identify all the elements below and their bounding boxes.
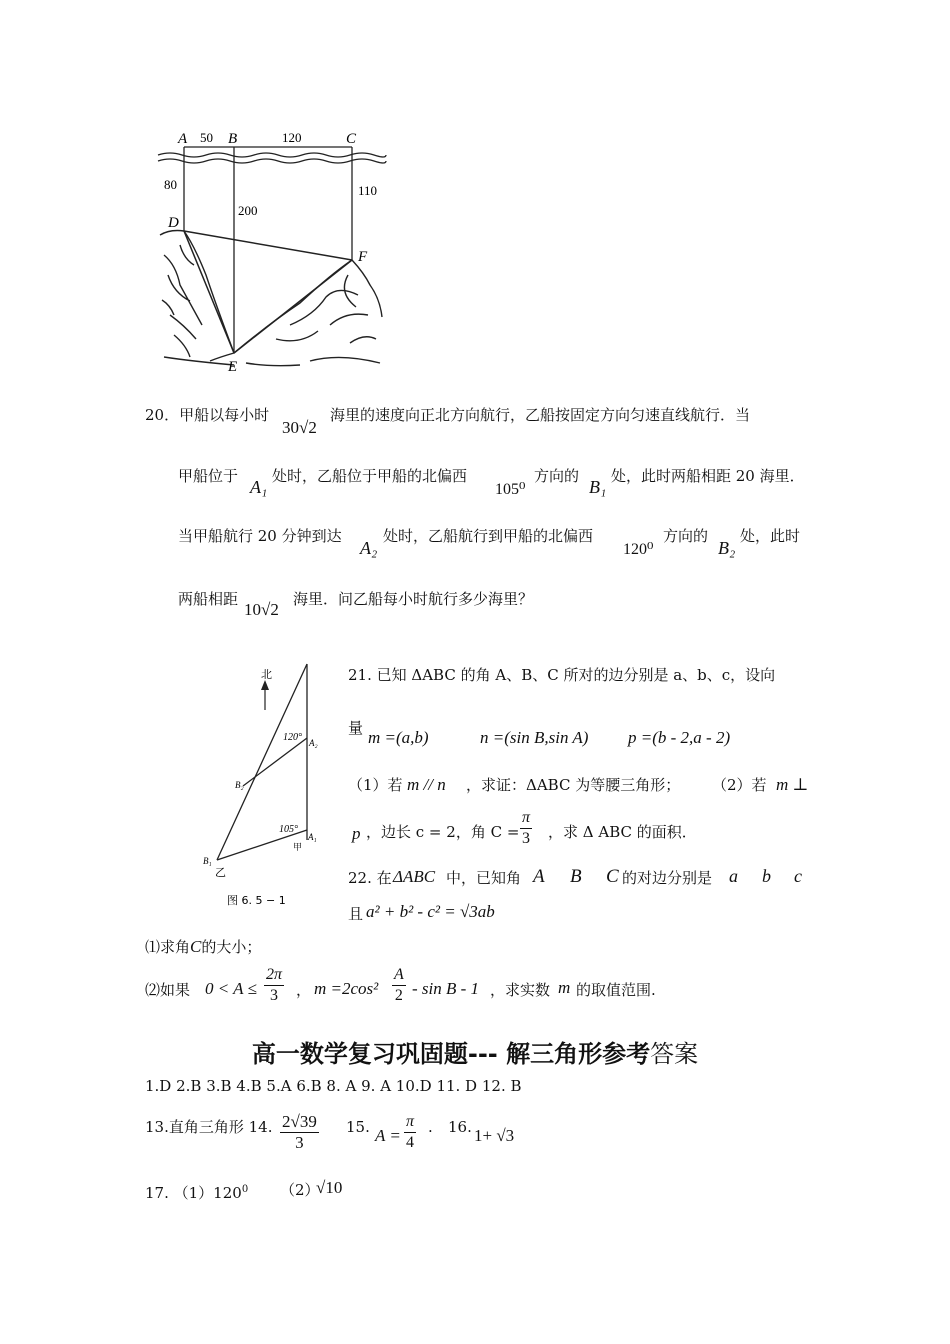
answer-14-den: 3 [295, 1133, 304, 1152]
q21-part2-a: （2）若 [712, 776, 767, 794]
answer-15-label: 15. [346, 1118, 370, 1136]
figure-river-triangle [150, 125, 390, 375]
q22-var-m: m [558, 978, 571, 997]
label-a: A [178, 131, 188, 147]
answer-17-a: 17. （1）120 [145, 1184, 242, 1202]
q21-part1-a: （1）若 [348, 776, 403, 794]
q22-side-c: c [794, 866, 802, 886]
answer-14-fraction [280, 1112, 319, 1153]
label-b2: B₂ [235, 780, 244, 790]
q21-fraction-pi-3 [520, 808, 532, 849]
q22-part1-a: ⑴求角 [145, 938, 191, 956]
q21-vector-m: m =(a,b) [368, 728, 429, 747]
dim-cf: 110 [358, 183, 378, 198]
q22-twopi: 2π [264, 965, 284, 986]
q21-liang: 量 [348, 719, 364, 737]
q20-text-3a: 当甲船航行 20 分钟到达 [178, 527, 342, 545]
q20-text-1b: 海里的速度向正北方向航行，乙船按固定方向匀速直线航行．当 [330, 406, 751, 424]
q20-speed: 30√2 [282, 418, 317, 437]
q22-frac-three: 3 [270, 987, 278, 1004]
label-b1: B₁ [203, 856, 212, 866]
q22-part2-b: ，求实数 [490, 981, 551, 999]
q22-angle-b: B [570, 866, 582, 887]
label-f: F [358, 249, 368, 265]
answers-title [0, 1034, 950, 1069]
q22-triangle: ΔABC [393, 867, 436, 886]
q21-vector-p: p =(b - 2,a - 2) [628, 728, 731, 747]
q21-var-p: p [352, 824, 361, 843]
figure-ships [195, 660, 325, 910]
answers-title-bold: 高一数学复习巩固题--- 解三角形参考 [251, 1040, 651, 1068]
label-c: C [346, 131, 357, 147]
q20-a2: A₂ [360, 538, 378, 558]
answer-17-value: √10 [316, 1178, 343, 1197]
answer-15-fraction [404, 1112, 416, 1153]
q21-three: 3 [522, 830, 530, 847]
label-jia: 甲 [293, 843, 303, 853]
dim-bc: 120 [282, 130, 302, 145]
q20-text-2b: 处时，乙船位于甲船的北偏西 [272, 467, 468, 485]
angle-120: 120° [283, 732, 302, 743]
q20-text-3d: 处，此时 [740, 527, 801, 545]
q22-frac-a: A [392, 965, 406, 986]
answer-15-eq: A = [375, 1126, 401, 1145]
label-b: B [228, 131, 238, 147]
q20-text-1a: 甲船以每小时 [179, 406, 270, 424]
figure-caption: 图 6. 5 − 1 [227, 894, 286, 907]
answer-17-b: （2） [280, 1181, 320, 1199]
q21-part2-b: ，边长 c = 2，角 C = [366, 823, 520, 841]
q21-part2-c: ，求 Δ ABC 的面积． [548, 823, 697, 841]
q20-angle-105: 105⁰ [495, 481, 526, 498]
q20-text-2a: 甲船位于 [178, 467, 239, 485]
q20-b2: B₂ [718, 538, 736, 558]
q22-side-a: a [729, 866, 738, 886]
q22-fraction-2pi-3 [264, 965, 284, 1006]
q22-part2-cond: 0 < A ≤ [205, 979, 257, 998]
q22-equation: a² + b² - c² = √3ab [366, 902, 495, 921]
q20-b1: B₁ [589, 477, 607, 497]
dim-be: 200 [238, 203, 258, 218]
q22-m-expression: m =2cos² [314, 979, 379, 998]
q22-part2-c: 的取值范围. [576, 981, 656, 999]
q20-a1: A₁ [250, 477, 268, 497]
q22-part1-b: 的大小； [201, 938, 262, 956]
answer-17-sup: 0 [241, 1184, 249, 1195]
q20-number: 20． [145, 406, 180, 424]
answer-14-num: 2√39 [282, 1112, 317, 1131]
answer-16-label: 16. [448, 1118, 472, 1136]
q22-m-rest: - sin B - 1 [412, 979, 480, 998]
q20-angle-120: 120⁰ [623, 541, 654, 558]
q22-text-1a: 22. 在 [348, 869, 392, 887]
dim-ad: 80 [164, 177, 177, 192]
label-yi: 乙 [215, 866, 226, 879]
q20-text-4a: 两船相距 [178, 590, 239, 608]
q22-part2-a: ⑵如果 [145, 981, 191, 999]
answer-15-den: 4 [406, 1134, 414, 1151]
answers-line-1: 1.D 2.B 3.B 4.B 5.A 6.B 8. A 9. A 10.D 11. D 12. B [145, 1077, 522, 1095]
q22-angle-a: A [533, 866, 545, 887]
label-a1: A₁ [308, 832, 317, 842]
north-label: 北 [261, 668, 272, 681]
answer-16-value: 1+ √3 [474, 1126, 515, 1145]
answer-15-num: π [404, 1112, 416, 1133]
angle-105: 105° [279, 824, 298, 835]
q21-part2-cond: m ⊥ [776, 775, 809, 794]
q20-text-2c: 方向的 [534, 467, 580, 485]
q22-part1-var: C [190, 937, 202, 956]
q22-fraction-a-2 [392, 965, 406, 1006]
q21-pi: π [520, 808, 532, 829]
label-d: D [168, 215, 179, 231]
q21-part1-cond: m // n [407, 775, 446, 794]
label-e: E [228, 359, 238, 375]
q21-vector-n: n =(sin B,sin A) [480, 728, 589, 747]
answers-title-light: 答案 [650, 1040, 699, 1068]
q20-text-3b: 处时，乙船航行到甲船的北偏西 [383, 527, 594, 545]
q20-distance: 10√2 [244, 600, 279, 619]
q21-part1-b: ，求证：ΔABC 为等腰三角形； [466, 776, 681, 794]
q22-text-1b: 中，已知角 [446, 869, 522, 887]
q20-text-4b: 海里．问乙船每小时航行多少海里？ [293, 590, 534, 608]
q22-text-2a: 且 [348, 905, 364, 923]
q20-text-3c: 方向的 [663, 527, 709, 545]
q22-side-b: b [762, 866, 771, 886]
q22-angle-c: C [606, 866, 619, 887]
q21-line-1: 21. 已知 ΔABC 的角 A、B、C 所对的边分别是 a、b、c，设向 [348, 666, 776, 684]
q20-text-2d: 处，此时两船相距 20 海里． [611, 467, 805, 485]
dim-ab: 50 [200, 130, 213, 145]
answer-13-14: 13.直角三角形 14. [145, 1118, 273, 1136]
q22-text-1c: 的对边分别是 [622, 869, 713, 887]
q22-frac-two: 2 [394, 987, 403, 1004]
label-a2: A₂ [309, 738, 318, 748]
